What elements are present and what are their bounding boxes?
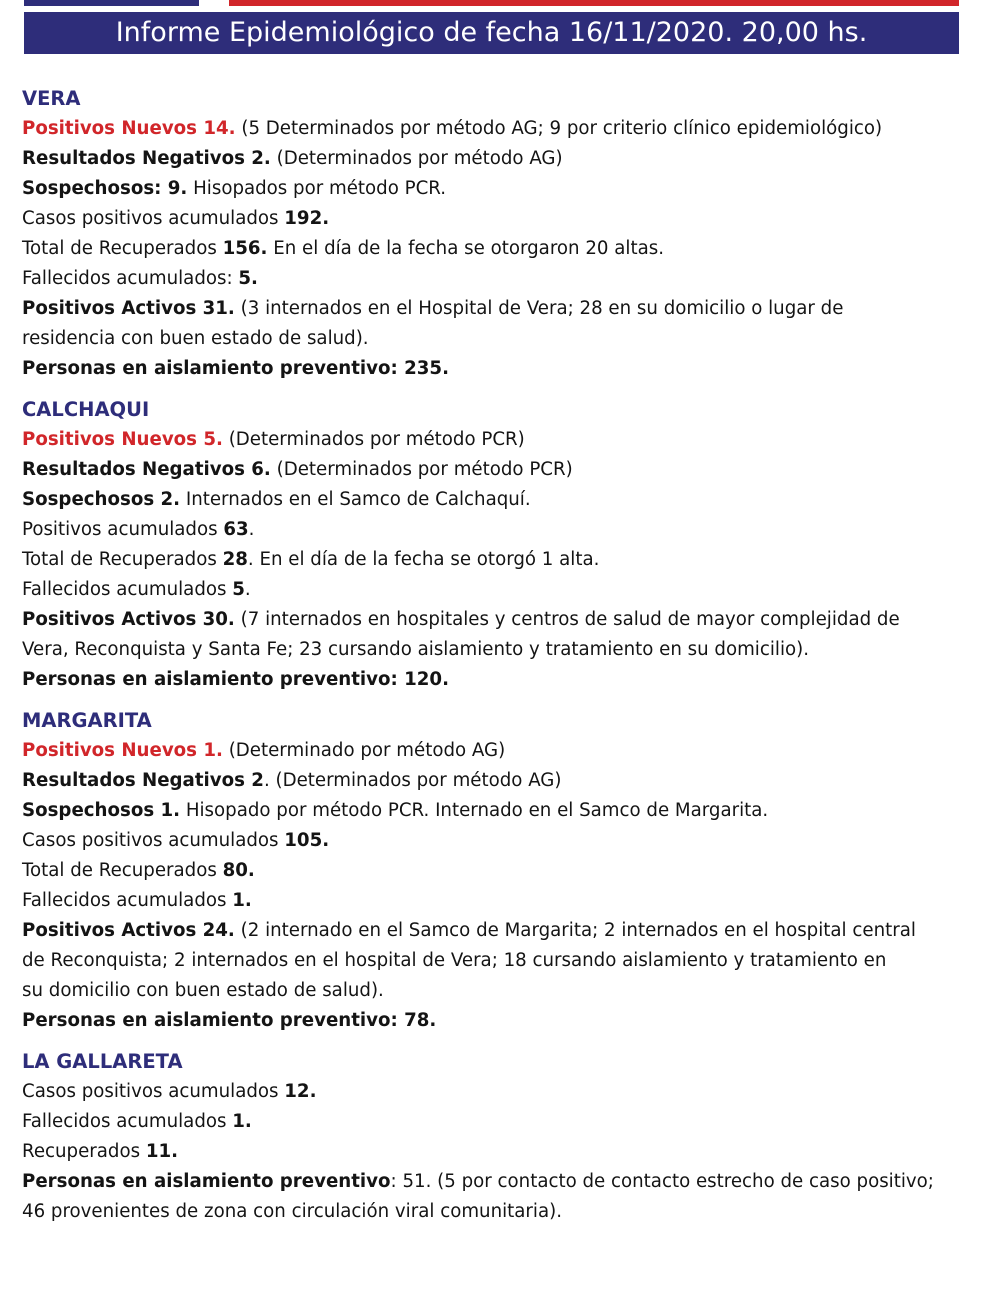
calchaqui-sospechosos-label: Sospechosos 2. bbox=[22, 489, 181, 510]
top-accent-blue bbox=[24, 0, 199, 6]
vera-acumulados bbox=[22, 204, 984, 234]
section-heading-vera: VERA bbox=[22, 87, 81, 110]
calchaqui-activos-detail: (7 internados en hospitales y centros de salud de mayor complejidad de bbox=[234, 609, 900, 630]
margarita-sospechosos-label: Sospechosos 1. bbox=[22, 800, 181, 821]
margarita-recuperados-text: Total de Recuperados bbox=[22, 860, 223, 881]
calchaqui-sospechosos bbox=[22, 485, 984, 515]
vera-acumulados-value: 192. bbox=[284, 208, 330, 229]
section-calchaqui bbox=[22, 395, 984, 695]
report-body bbox=[22, 84, 984, 1238]
calchaqui-positivos-nuevos-label: Positivos Nuevos 5. bbox=[22, 429, 223, 450]
calchaqui-activos-continued: Vera, Reconquista y Santa Fe; 23 cursando aislamiento y tratamiento en su domicilio). bbox=[22, 639, 810, 660]
vera-activos bbox=[22, 294, 984, 324]
vera-activos-detail: (3 internados en el Hospital de Vera; 28 en su domicilio o lugar de bbox=[234, 298, 844, 319]
calchaqui-aislamiento bbox=[22, 665, 984, 695]
vera-activos-label: Positivos Activos 31. bbox=[22, 298, 235, 319]
calchaqui-fallecidos-after: . bbox=[244, 579, 251, 600]
vera-acumulados-text: Casos positivos acumulados bbox=[22, 208, 285, 229]
la-gallareta-acumulados-text: Casos positivos acumulados bbox=[22, 1081, 285, 1102]
section-heading-la-gallareta: LA GALLARETA bbox=[22, 1050, 183, 1073]
margarita-aislamiento-label: Personas en aislamiento preventivo: 78. bbox=[22, 1010, 437, 1031]
calchaqui-sospechosos-detail: Internados en el Samco de Calchaquí. bbox=[180, 489, 531, 510]
margarita-sospechosos-detail: Hisopado por método PCR. Internado en el Samco de Margarita. bbox=[180, 800, 769, 821]
calchaqui-activos bbox=[22, 605, 984, 635]
calchaqui-negativos-detail: (Determinados por método PCR) bbox=[270, 459, 573, 480]
calchaqui-acumulados-after: . bbox=[248, 519, 255, 540]
margarita-fallecidos-value: 1. bbox=[232, 890, 252, 911]
calchaqui-recuperados-value: 28 bbox=[222, 549, 248, 570]
la-gallareta-acumulados bbox=[22, 1077, 984, 1107]
la-gallareta-aislamiento-detail: . (5 por contacto de contacto estrecho de caso positivo; bbox=[425, 1171, 934, 1192]
vera-positivos-nuevos-label: Positivos Nuevos 14. bbox=[22, 118, 236, 139]
calchaqui-recuperados-text: Total de Recuperados bbox=[22, 549, 223, 570]
la-gallareta-fallecidos-value: 1. bbox=[232, 1111, 252, 1132]
la-gallareta-aislamiento-value: : 51 bbox=[390, 1171, 426, 1192]
margarita-activos bbox=[22, 916, 984, 946]
vera-aislamiento bbox=[22, 354, 984, 384]
top-accent-red bbox=[229, 0, 959, 6]
report-title: Informe Epidemiológico de fecha 16/11/2020. 20,00 hs. bbox=[24, 12, 959, 54]
margarita-acumulados bbox=[22, 826, 984, 856]
vera-fallecidos bbox=[22, 264, 984, 294]
vera-recuperados-text: Total de Recuperados bbox=[22, 238, 223, 259]
calchaqui-fallecidos-value: 5 bbox=[232, 579, 245, 600]
margarita-recuperados-value: 80. bbox=[222, 860, 255, 881]
section-heading-calchaqui: CALCHAQUI bbox=[22, 398, 150, 421]
margarita-negativos bbox=[22, 766, 984, 796]
section-margarita bbox=[22, 706, 984, 1036]
vera-negativos-detail: (Determinados por método AG) bbox=[270, 148, 563, 169]
calchaqui-acumulados-value: 63 bbox=[223, 519, 249, 540]
margarita-sospechosos bbox=[22, 796, 984, 826]
vera-sospechosos-label: Sospechosos: 9. bbox=[22, 178, 188, 199]
la-gallareta-aislamiento bbox=[22, 1167, 984, 1197]
margarita-fallecidos bbox=[22, 886, 984, 916]
vera-recuperados bbox=[22, 234, 984, 264]
vera-positivos-nuevos-detail: (5 Determinados por método AG; 9 por criterio clínico epidemiológico) bbox=[235, 118, 883, 139]
margarita-fallecidos-text: Fallecidos acumulados bbox=[22, 890, 233, 911]
calchaqui-negativos bbox=[22, 455, 984, 485]
la-gallareta-recuperados-text: Recuperados bbox=[22, 1141, 146, 1162]
vera-positivos-nuevos bbox=[22, 114, 984, 144]
vera-fallecidos-text: Fallecidos acumulados: bbox=[22, 268, 239, 289]
top-accent-bar bbox=[24, 0, 959, 6]
vera-recuperados-value: 156. bbox=[222, 238, 268, 259]
calchaqui-positivos-nuevos bbox=[22, 425, 984, 455]
section-vera bbox=[22, 84, 984, 384]
margarita-activos-continued-2: su domicilio con buen estado de salud). bbox=[22, 980, 384, 1001]
calchaqui-negativos-label: Resultados Negativos 6. bbox=[22, 459, 271, 480]
calchaqui-fallecidos bbox=[22, 575, 984, 605]
calchaqui-acumulados-text: Positivos acumulados bbox=[22, 519, 224, 540]
margarita-positivos-nuevos bbox=[22, 736, 984, 766]
vera-sospechosos-detail: Hisopados por método PCR. bbox=[187, 178, 447, 199]
calchaqui-acumulados bbox=[22, 515, 984, 545]
margarita-activos-continued: de Reconquista; 2 internados en el hospital de Vera; 18 cursando aislamiento y tratamiento en bbox=[22, 950, 887, 971]
calchaqui-aislamiento-label: Personas en aislamiento preventivo: 120. bbox=[22, 669, 449, 690]
la-gallareta-recuperados bbox=[22, 1137, 984, 1167]
vera-sospechosos bbox=[22, 174, 984, 204]
margarita-acumulados-value: 105. bbox=[284, 830, 330, 851]
margarita-acumulados-text: Casos positivos acumulados bbox=[22, 830, 285, 851]
vera-recuperados-detail: En el día de la fecha se otorgaron 20 altas. bbox=[267, 238, 664, 259]
calchaqui-positivos-nuevos-detail: (Determinados por método PCR) bbox=[222, 429, 525, 450]
vera-fallecidos-value: 5. bbox=[238, 268, 258, 289]
section-heading-margarita: MARGARITA bbox=[22, 709, 152, 732]
vera-negativos-label: Resultados Negativos 2. bbox=[22, 148, 271, 169]
la-gallareta-aislamiento-continued: 46 provenientes de zona con circulación viral comunitaria). bbox=[22, 1201, 562, 1222]
la-gallareta-acumulados-value: 12. bbox=[284, 1081, 317, 1102]
calchaqui-recuperados bbox=[22, 545, 984, 575]
margarita-activos-detail: (2 internado en el Samco de Margarita; 2 internados en el hospital central bbox=[234, 920, 916, 941]
margarita-negativos-label: Resultados Negativos 2 bbox=[22, 770, 264, 791]
margarita-recuperados bbox=[22, 856, 984, 886]
margarita-activos-label: Positivos Activos 24. bbox=[22, 920, 235, 941]
margarita-aislamiento bbox=[22, 1006, 984, 1036]
calchaqui-fallecidos-text: Fallecidos acumulados bbox=[22, 579, 233, 600]
calchaqui-recuperados-detail: . En el día de la fecha se otorgó 1 alta. bbox=[247, 549, 600, 570]
margarita-negativos-detail: . (Determinados por método AG) bbox=[263, 770, 562, 791]
calchaqui-activos-label: Positivos Activos 30. bbox=[22, 609, 235, 630]
la-gallareta-recuperados-value: 11. bbox=[145, 1141, 179, 1162]
section-la-gallareta bbox=[22, 1047, 984, 1227]
vera-negativos bbox=[22, 144, 984, 174]
vera-activos-continued: residencia con buen estado de salud). bbox=[22, 328, 369, 349]
margarita-positivos-nuevos-label: Positivos Nuevos 1. bbox=[22, 740, 223, 761]
la-gallareta-fallecidos-text: Fallecidos acumulados bbox=[22, 1111, 233, 1132]
margarita-positivos-nuevos-detail: (Determinado por método AG) bbox=[222, 740, 506, 761]
la-gallareta-fallecidos bbox=[22, 1107, 984, 1137]
vera-aislamiento-label: Personas en aislamiento preventivo: 235. bbox=[22, 358, 449, 379]
la-gallareta-aislamiento-label: Personas en aislamiento preventivo bbox=[22, 1171, 391, 1192]
